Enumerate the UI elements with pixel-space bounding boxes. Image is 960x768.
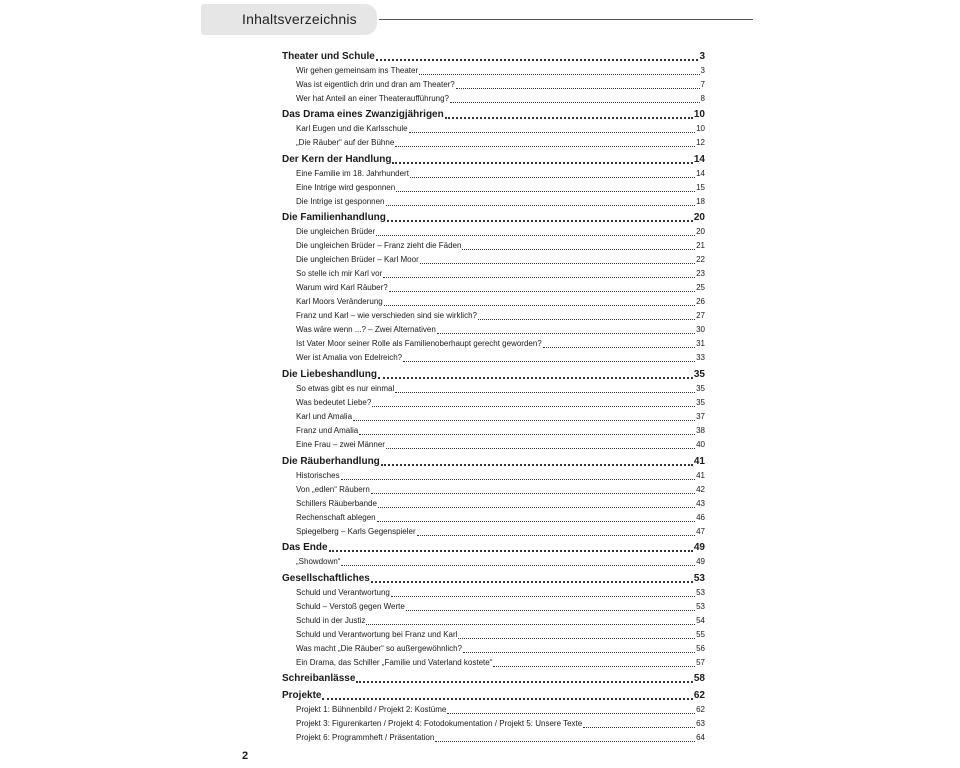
toc-entry-title: Projekt 3: Figurenkarten / Projekt 4: Fotodokumentation / Projekt 5: Unsere Texte: [296, 718, 583, 728]
toc-entry[interactable]: [282, 655, 705, 669]
toc-entry-title: Schillers Räuberbande: [296, 498, 377, 508]
page-title: Inhaltsverzeichnis: [242, 11, 357, 27]
dot-leader: [419, 74, 699, 75]
toc-entry-page: 42: [696, 484, 705, 494]
toc-section-page: 58: [693, 673, 705, 685]
dot-leader: [395, 392, 695, 393]
toc-entry-page: 41: [696, 470, 705, 480]
toc-entry-title: Wer ist Amalia von Edelreich?: [296, 353, 403, 363]
toc-entry-page: 25: [696, 283, 705, 293]
toc-entry[interactable]: [282, 252, 705, 266]
toc-section[interactable]: [282, 209, 705, 225]
toc-section-title: Die Räuberhandlung: [282, 455, 380, 467]
toc-entry[interactable]: [282, 395, 705, 409]
dot-leader: [378, 507, 695, 508]
toc-entry-page: 33: [696, 353, 705, 363]
toc-entry[interactable]: [282, 599, 705, 613]
toc-entry[interactable]: [282, 627, 705, 641]
toc-entry-title: Karl und Amalia: [296, 411, 353, 421]
dot-leader: [383, 277, 695, 278]
toc-section[interactable]: [282, 539, 705, 555]
dot-leader: [403, 361, 695, 362]
dot-leader: [341, 565, 695, 566]
dot-leader: [384, 305, 695, 306]
toc-entry-page: 18: [696, 196, 705, 206]
dot-leader: [456, 88, 700, 89]
toc-entry-page: 7: [700, 79, 705, 89]
toc-entry[interactable]: [282, 496, 705, 510]
toc-entry-title: Die ungleichen Brüder: [296, 227, 376, 237]
toc-entry-title: Schuld und Verantwortung: [296, 587, 390, 597]
toc-entry[interactable]: [282, 166, 705, 180]
toc-entry-page: 43: [696, 498, 705, 508]
toc-section-page: 62: [693, 689, 705, 701]
toc-entry-page: 27: [696, 311, 705, 321]
toc-section[interactable]: [282, 686, 705, 702]
toc-section-title: Das Drama eines Zwanzigjährigen: [282, 109, 444, 121]
toc-entry-page: 63: [696, 718, 705, 728]
toc-entry-title: Die ungleichen Brüder – Franz zieht die Fäden: [296, 241, 462, 251]
header-rule: [379, 19, 753, 20]
toc-section[interactable]: [282, 452, 705, 468]
dot-leader: [386, 448, 695, 449]
dot-leader: [458, 638, 695, 639]
toc-entry[interactable]: [282, 266, 705, 280]
toc-entry-page: 14: [696, 168, 705, 178]
toc-section[interactable]: [282, 106, 705, 122]
toc-entry-title: Franz und Amalia: [296, 425, 359, 435]
toc-section[interactable]: [282, 670, 705, 686]
toc-entry-page: 10: [696, 124, 705, 134]
toc-entry-page: 40: [696, 439, 705, 449]
toc-entry[interactable]: [282, 294, 705, 308]
toc-entry-title: Spiegelberg – Karls Gegenspieler: [296, 526, 416, 536]
toc-entry[interactable]: [282, 135, 705, 149]
toc-entry-title: Karl Eugen und die Karlsschule: [296, 124, 408, 134]
dot-leader: [462, 249, 695, 250]
toc-entry-title: Was wäre wenn ...? – Zwei Alternativen: [296, 325, 436, 335]
toc-entry[interactable]: [282, 409, 705, 423]
toc-entry[interactable]: [282, 585, 705, 599]
toc-entry-title: Eine Intrige wird gesponnen: [296, 182, 396, 192]
toc-entry-page: 26: [696, 297, 705, 307]
toc-entry-page: 12: [696, 138, 705, 148]
toc-entry[interactable]: [282, 510, 705, 524]
toc-entry-title: So etwas gibt es nur einmal: [296, 383, 395, 393]
toc-entry-title: Schuld und Verantwortung bei Franz und Karl: [296, 629, 458, 639]
dot-leader: [420, 263, 695, 264]
toc-entry-title: Franz und Karl – wie verschieden sind sie wirklich?: [296, 311, 477, 321]
dot-leader: [392, 162, 692, 164]
toc-entry[interactable]: [282, 280, 705, 294]
toc-section-page: 3: [699, 50, 705, 62]
toc-entry[interactable]: [282, 91, 705, 105]
toc-entry[interactable]: [282, 121, 705, 135]
toc-entry-page: 35: [696, 397, 705, 407]
toc-section-title: Der Kern der Handlung: [282, 153, 392, 165]
toc-entry-page: 49: [696, 557, 705, 567]
toc-entry[interactable]: [282, 336, 705, 350]
toc-entry-page: 64: [696, 732, 705, 742]
toc-entry[interactable]: [282, 308, 705, 322]
toc-entry-title: Wer hat Anteil an einer Theateraufführung?: [296, 93, 449, 103]
toc-entry[interactable]: [282, 63, 705, 77]
toc-entry-page: 57: [696, 657, 705, 667]
toc-entry[interactable]: [282, 554, 705, 568]
toc-entry-title: Was macht „Die Räuber“ so außergewöhnlich?: [296, 643, 462, 653]
toc-entry[interactable]: [282, 730, 705, 744]
dot-leader: [353, 420, 695, 421]
toc-entry-page: 3: [700, 65, 705, 75]
toc-entry-title: Von „edlen“ Räubern: [296, 484, 370, 494]
dot-leader: [463, 652, 695, 653]
dot-leader: [450, 102, 700, 103]
toc-section-page: 41: [693, 455, 705, 467]
toc-entry-title: So stelle ich mir Karl vor: [296, 269, 383, 279]
toc-section-page: 20: [693, 212, 705, 224]
toc-section[interactable]: [282, 47, 705, 63]
dot-leader: [371, 493, 695, 494]
toc-section-page: 10: [693, 109, 705, 121]
toc-entry[interactable]: [282, 224, 705, 238]
toc-entry[interactable]: [282, 702, 705, 716]
toc-entry-title: Was ist eigentlich drin und dran am Theater?: [296, 79, 455, 89]
toc-section-title: Gesellschaftliches: [282, 572, 370, 584]
toc-entry[interactable]: [282, 641, 705, 655]
toc-entry-title: Historisches: [296, 470, 340, 480]
toc-section-page: 35: [693, 368, 705, 380]
dot-leader: [417, 535, 695, 536]
dot-leader: [376, 59, 699, 61]
table-of-contents: [282, 46, 705, 744]
toc-entry[interactable]: [282, 613, 705, 627]
toc-entry-title: „Showdown“: [296, 557, 341, 567]
toc-entry-page: 55: [696, 629, 705, 639]
toc-entry-page: 8: [700, 93, 705, 103]
toc-entry-page: 20: [696, 227, 705, 237]
dot-leader: [437, 333, 695, 334]
toc-entry[interactable]: [282, 716, 705, 730]
toc-entry[interactable]: [282, 437, 705, 451]
page-number: 2: [242, 750, 249, 762]
toc-entry[interactable]: [282, 468, 705, 482]
toc-section-title: Die Familienhandlung: [282, 212, 386, 224]
toc-entry-title: Eine Frau – zwei Männer: [296, 439, 385, 449]
dot-leader: [396, 191, 695, 192]
dot-leader: [391, 596, 695, 597]
dot-leader: [381, 464, 693, 466]
toc-section-title: Theater und Schule: [282, 50, 375, 62]
toc-section-page: 14: [693, 153, 705, 165]
toc-section[interactable]: [282, 569, 705, 585]
toc-entry[interactable]: [282, 482, 705, 496]
toc-section[interactable]: [282, 150, 705, 166]
toc-entry[interactable]: [282, 524, 705, 538]
toc-entry-page: 53: [696, 601, 705, 611]
toc-entry-page: 37: [696, 411, 705, 421]
toc-entry-page: 56: [696, 643, 705, 653]
dot-leader: [478, 319, 695, 320]
dot-leader: [447, 713, 695, 714]
toc-entry-title: Schuld – Verstoß gegen Werte: [296, 601, 405, 611]
toc-entry-page: 23: [696, 269, 705, 279]
toc-entry-page: 54: [696, 615, 705, 625]
toc-entry-title: Karl Moors Veränderung: [296, 297, 383, 307]
toc-entry-title: Die Intrige ist gesponnen: [296, 196, 385, 206]
header-tab: [201, 4, 377, 35]
dot-leader: [359, 434, 695, 435]
toc-entry-title: Eine Familie im 18. Jahrhundert: [296, 168, 409, 178]
toc-entry-page: 46: [696, 512, 705, 522]
dot-leader: [406, 610, 695, 611]
toc-entry[interactable]: [282, 238, 705, 252]
dot-leader: [395, 146, 695, 147]
toc-entry-page: 35: [696, 383, 705, 393]
toc-entry[interactable]: [282, 77, 705, 91]
dot-leader: [378, 377, 693, 379]
toc-entry[interactable]: [282, 180, 705, 194]
toc-entry-page: 15: [696, 182, 705, 192]
toc-entry[interactable]: [282, 322, 705, 336]
dot-leader: [410, 177, 695, 178]
dot-leader: [387, 220, 693, 222]
toc-entry[interactable]: [282, 350, 705, 364]
toc-section-title: Projekte: [282, 689, 322, 701]
toc-section-title: Schreibanlässe: [282, 673, 356, 685]
toc-entry-title: Die ungleichen Brüder – Karl Moor: [296, 255, 419, 265]
dot-leader: [341, 479, 696, 480]
dot-leader: [377, 521, 695, 522]
dot-leader: [543, 347, 695, 348]
toc-entry-title: Was bedeutet Liebe?: [296, 397, 372, 407]
toc-entry-title: Ein Drama, das Schiller „Familie und Vaterland kostete“: [296, 657, 493, 667]
toc-entry-page: 47: [696, 526, 705, 536]
toc-entry-page: 62: [696, 704, 705, 714]
toc-entry[interactable]: [282, 381, 705, 395]
toc-section-title: Die Liebeshandlung: [282, 368, 378, 380]
toc-entry-title: Ist Vater Moor seiner Rolle als Familienoberhaupt gerecht geworden?: [296, 339, 542, 349]
dot-leader: [386, 205, 696, 206]
toc-section[interactable]: [282, 365, 705, 381]
toc-section-title: Das Ende: [282, 542, 328, 554]
toc-entry-title: Projekt 1: Bühnenbild / Projekt 2: Kostüme: [296, 704, 447, 714]
dot-leader: [371, 581, 693, 583]
toc-entry-title: Schuld in der Justiz: [296, 615, 366, 625]
dot-leader: [583, 727, 695, 728]
toc-section-page: 49: [693, 542, 705, 554]
dot-leader: [356, 681, 693, 683]
dot-leader: [493, 666, 695, 667]
toc-entry-page: 21: [696, 241, 705, 251]
toc-entry-title: Wir gehen gemeinsam ins Theater: [296, 65, 419, 75]
toc-entry-page: 30: [696, 325, 705, 335]
toc-entry[interactable]: [282, 194, 705, 208]
toc-entry-title: „Die Räuber“ auf der Bühne: [296, 138, 395, 148]
dot-leader: [376, 235, 695, 236]
dot-leader: [409, 132, 695, 133]
dot-leader: [435, 741, 695, 742]
toc-entry-title: Projekt 6: Programmheft / Präsentation: [296, 732, 435, 742]
dot-leader: [372, 406, 695, 407]
toc-entry-title: Rechenschaft ablegen: [296, 512, 376, 522]
dot-leader: [366, 624, 695, 625]
toc-entry-page: 38: [696, 425, 705, 435]
dot-leader: [322, 698, 692, 700]
toc-entry-page: 22: [696, 255, 705, 265]
dot-leader: [389, 291, 695, 292]
toc-entry-title: Warum wird Karl Räuber?: [296, 283, 388, 293]
toc-entry-page: 31: [696, 339, 705, 349]
toc-entry[interactable]: [282, 423, 705, 437]
toc-section-page: 53: [693, 572, 705, 584]
toc-entry-page: 53: [696, 587, 705, 597]
dot-leader: [329, 550, 693, 552]
dot-leader: [445, 117, 693, 119]
